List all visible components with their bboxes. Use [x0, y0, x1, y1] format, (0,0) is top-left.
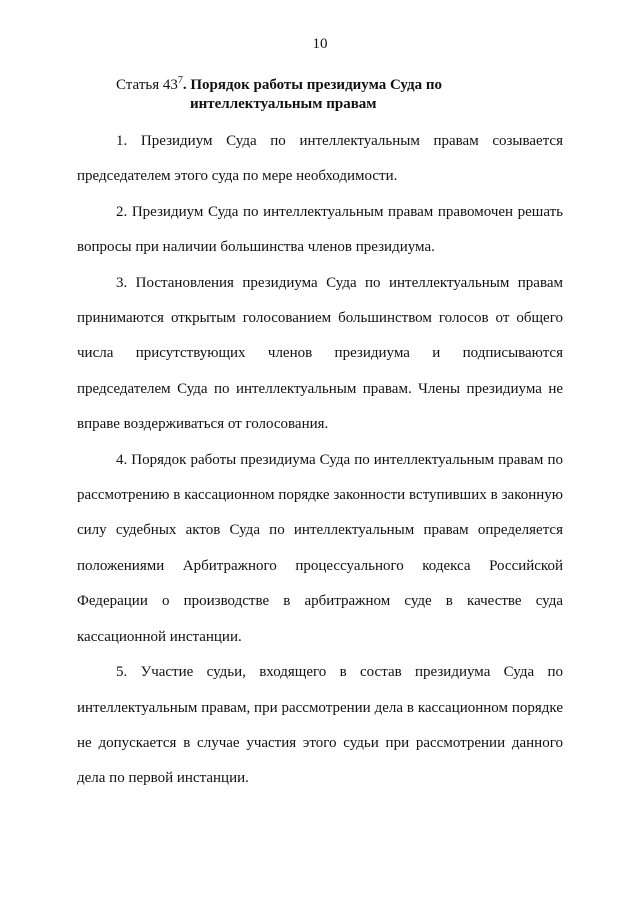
article-number-superscript: 7: [177, 75, 183, 86]
article-heading: [116, 76, 536, 114]
paragraph-4: 4. Порядок работы президиума Суда по интеллектуальным правам по рассмотрению в кассационном порядке законности вступивших в законную силу судебных актов Суда по интеллектуальным правам определяется положениями Арбитражного процессуального кодекса Российской Федерации о производстве в арбитражном суде в качестве суда кассационной инстанции.: [77, 451, 563, 645]
article-title-line-1: . Порядок работы президиума Суда по: [182, 77, 442, 93]
page-number: 10: [312, 36, 328, 52]
paragraph-1: 1. Президиум Суда по интеллектуальным правам созывается председателем этого суда по мере необходимости.: [77, 133, 563, 185]
article-number: Статья 43: [116, 77, 178, 93]
paragraph-5: 5. Участие судьи, входящего в состав президиума Суда по интеллектуальным правам, при рассмотрении дела в кассационном порядке не допускается в случае участия этого судьи при рассмотрении данного дела по первой инстанции.: [77, 664, 563, 787]
article-body: [77, 124, 563, 797]
paragraph-3: 3. Постановления президиума Суда по интеллектуальным правам принимаются открытым голосованием большинством голосов от общего числа присутствующих членов президиума и подписываются председателем Суда по интеллектуальным правам. Члены президиума не вправе воздерживаться от голосования.: [77, 274, 563, 433]
paragraph-2: 2. Президиум Суда по интеллектуальным правам правомочен решать вопросы при наличии большинства членов президиума.: [77, 203, 563, 256]
article-title-line-2: интеллектуальным правам: [190, 96, 377, 112]
